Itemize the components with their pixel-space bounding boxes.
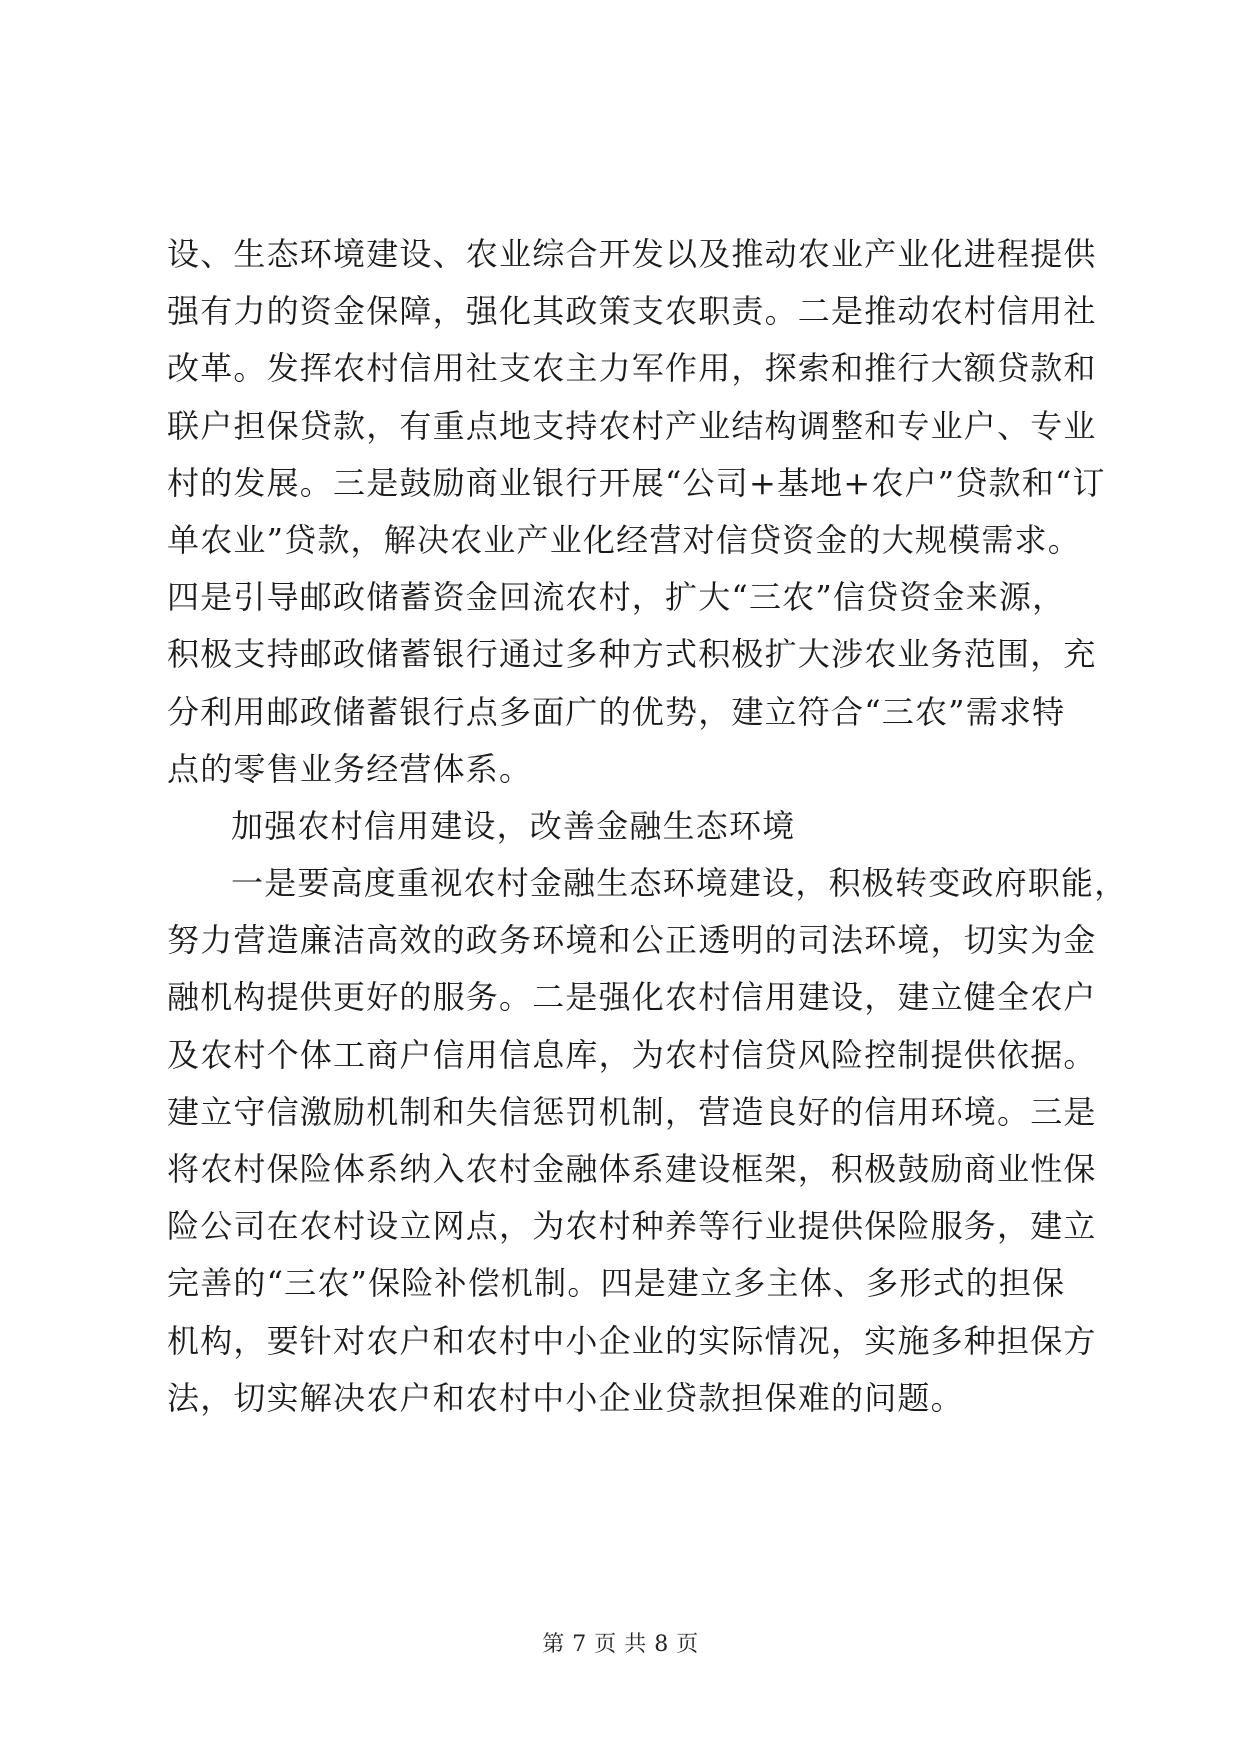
text-line: 及农村个体工商户信用信息库，为农村信贷风险控制提供依据。	[167, 1035, 1097, 1074]
text-line: 建立守信激励机制和失信惩罚机制，营造良好的信用环境。三是	[167, 1092, 1097, 1131]
text-line: 法，切实解决农户和农村中小企业贷款担保难的问题。	[167, 1378, 964, 1417]
text-line: 分利用邮政储蓄银行点多面广的优势，建立符合“三农”需求特	[167, 692, 1066, 731]
text-line: 完善的“三农”保险补偿机制。四是建立多主体、多形式的担保	[167, 1264, 1066, 1303]
page-number-footer: 第 7 页 共 8 页	[542, 1632, 699, 1657]
text-line: 四是引导邮政储蓄资金回流农村，扩大“三农”信贷资金来源，	[167, 578, 1066, 617]
text-line: 改革。发挥农村信用社支农主力军作用，探索和推行大额贷款和	[167, 349, 1097, 388]
text-line: 机构，要针对农户和农村中小企业的实际情况，实施多种担保方	[167, 1321, 1097, 1360]
text-line: 险公司在农村设立网点，为农村种养等行业提供保险服务，建立	[167, 1207, 1097, 1246]
document-body	[167, 226, 1128, 1427]
text-line: 联户担保贷款，有重点地支持农村产业结构调整和专业户、专业	[167, 406, 1097, 445]
text-line: 融机构提供更好的服务。二是强化农村信用建设，建立健全农户	[167, 978, 1097, 1017]
text-line: 强有力的资金保障，强化其政策支农职责。二是推动农村信用社	[167, 292, 1097, 331]
text-line: 点的零售业务经营体系。	[167, 749, 533, 788]
text-line: 一是要高度重视农村金融生态环境建设，积极转变政府职能，	[231, 864, 1128, 903]
text-line: 积极支持邮政储蓄银行通过多种方式积极扩大涉农业务范围，充	[167, 635, 1097, 674]
text-line: 设、生态环境建设、农业综合开发以及推动农业产业化进程提供	[167, 235, 1097, 273]
section-heading: 加强农村信用建设，改善金融生态环境	[231, 806, 796, 845]
text-line: 努力营造廉洁高效的政务环境和公正透明的司法环境，切实为金	[167, 921, 1097, 960]
text-line: 村的发展。三是鼓励商业银行开展“公司+基地+农户”贷款和“订	[167, 463, 1106, 502]
text-line: 将农村保险体系纳入农村金融体系建设框架，积极鼓励商业性保	[167, 1150, 1097, 1188]
text-line: 单农业”贷款，解决农业产业化经营对信贷资金的大规模需求。	[167, 520, 1081, 559]
